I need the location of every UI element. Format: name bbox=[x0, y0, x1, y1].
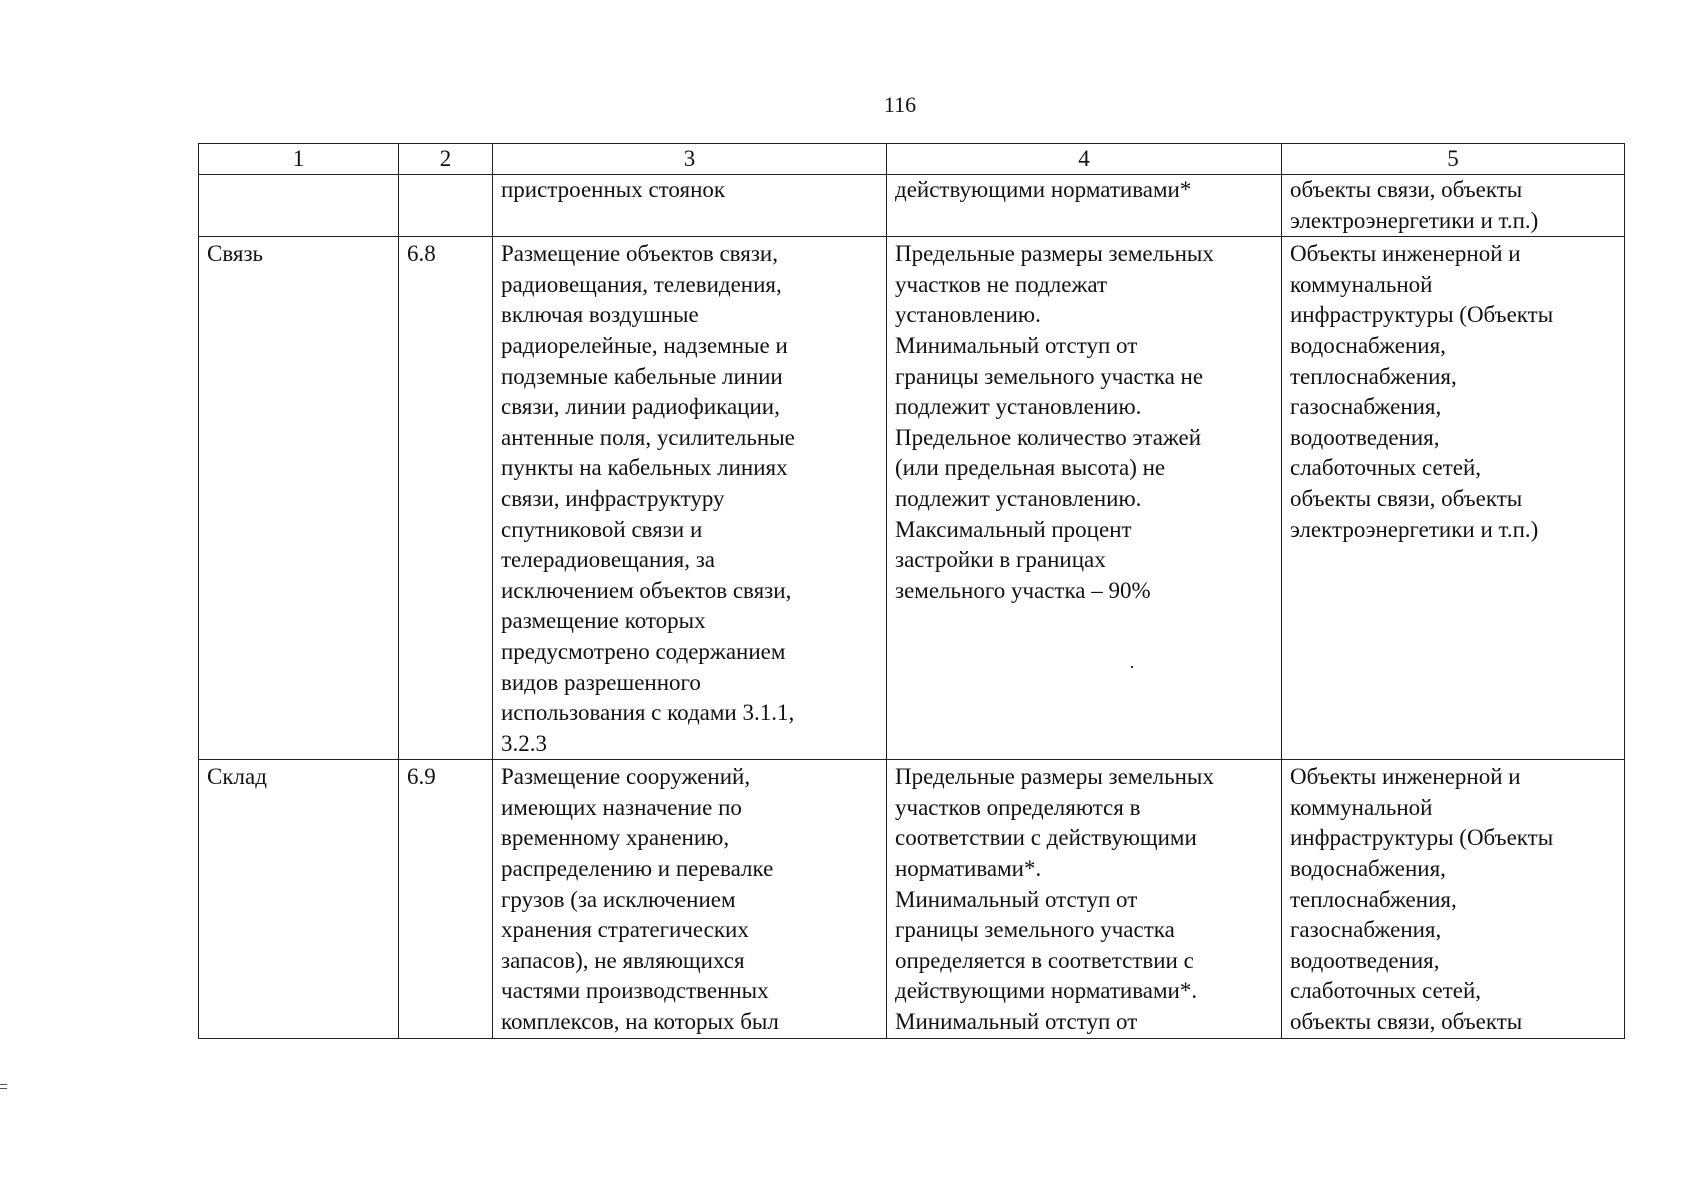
use-type-description: Размещение сооружений, имеющих назначение по временному хранению, распределению и перевалке грузов (за исключением хранения стратегических запасов), не являющихся частями производственных комплексов, на которых был bbox=[493, 760, 887, 1039]
scan-speck bbox=[1131, 666, 1133, 668]
use-type-name: Склад bbox=[199, 760, 399, 1039]
use-type-code: 6.8 bbox=[399, 237, 493, 760]
construction-parameters: действующими нормативами* bbox=[887, 175, 1282, 237]
table-row bbox=[199, 175, 1625, 237]
use-type-description: пристроенных стоянок bbox=[493, 175, 887, 237]
scan-edge-mark bbox=[0, 1084, 7, 1089]
page-number: 116 bbox=[883, 92, 917, 117]
construction-parameters: Предельные размеры земельных участков определяются в соответствии с действующими нормативами*. Минимальный отступ от границы земельного участка определяется в соответствии с действующими нормативами*. Минимальный отступ от bbox=[887, 760, 1282, 1039]
auxiliary-uses: Объекты инженерной и коммунальной инфраструктуры (Объекты водоснабжения, теплоснабжения, газоснабжения, водоотведения, слаботочных сетей, объекты связи, объекты электроэнергетики и т.п.) bbox=[1282, 237, 1625, 760]
table-header-row bbox=[199, 144, 1625, 175]
column-header-4: 4 bbox=[887, 144, 1282, 175]
column-header-1: 1 bbox=[199, 144, 399, 175]
use-type-name bbox=[199, 175, 399, 237]
column-header-2: 2 bbox=[399, 144, 493, 175]
column-header-5: 5 bbox=[1282, 144, 1625, 175]
construction-parameters: Предельные размеры земельных участков не подлежат установлению. Минимальный отступ от границы земельного участка не подлежит установлению. Предельное количество этажей (или предельная высота) не подлежит установлению. Максимальный процент застройки в границах земельного участка – 90% bbox=[887, 237, 1282, 760]
auxiliary-uses: объекты связи, объекты электроэнергетики и т.п.) bbox=[1282, 175, 1625, 237]
use-type-description: Размещение объектов связи, радиовещания, телевидения, включая воздушные радиорелейные, надземные и подземные кабельные линии связи, линии радиофикации, антенные поля, усилительные пункты на кабельных линиях связи, инфраструктуру спутниковой связи и телерадиовещания, за исключением объектов связи, размещение которых предусмотрено содержанием видов разрешенного использования с кодами 3.1.1, 3.2.3 bbox=[493, 237, 887, 760]
use-type-code: 6.9 bbox=[399, 760, 493, 1039]
table-row bbox=[199, 237, 1625, 760]
auxiliary-uses: Объекты инженерной и коммунальной инфраструктуры (Объекты водоснабжения, теплоснабжения, газоснабжения, водоотведения, слаботочных сетей, объекты связи, объекты bbox=[1282, 760, 1625, 1039]
use-type-code bbox=[399, 175, 493, 237]
use-type-name: Связь bbox=[199, 237, 399, 760]
column-header-3: 3 bbox=[493, 144, 887, 175]
land-use-table bbox=[198, 143, 1625, 1039]
table-row bbox=[199, 760, 1625, 1039]
